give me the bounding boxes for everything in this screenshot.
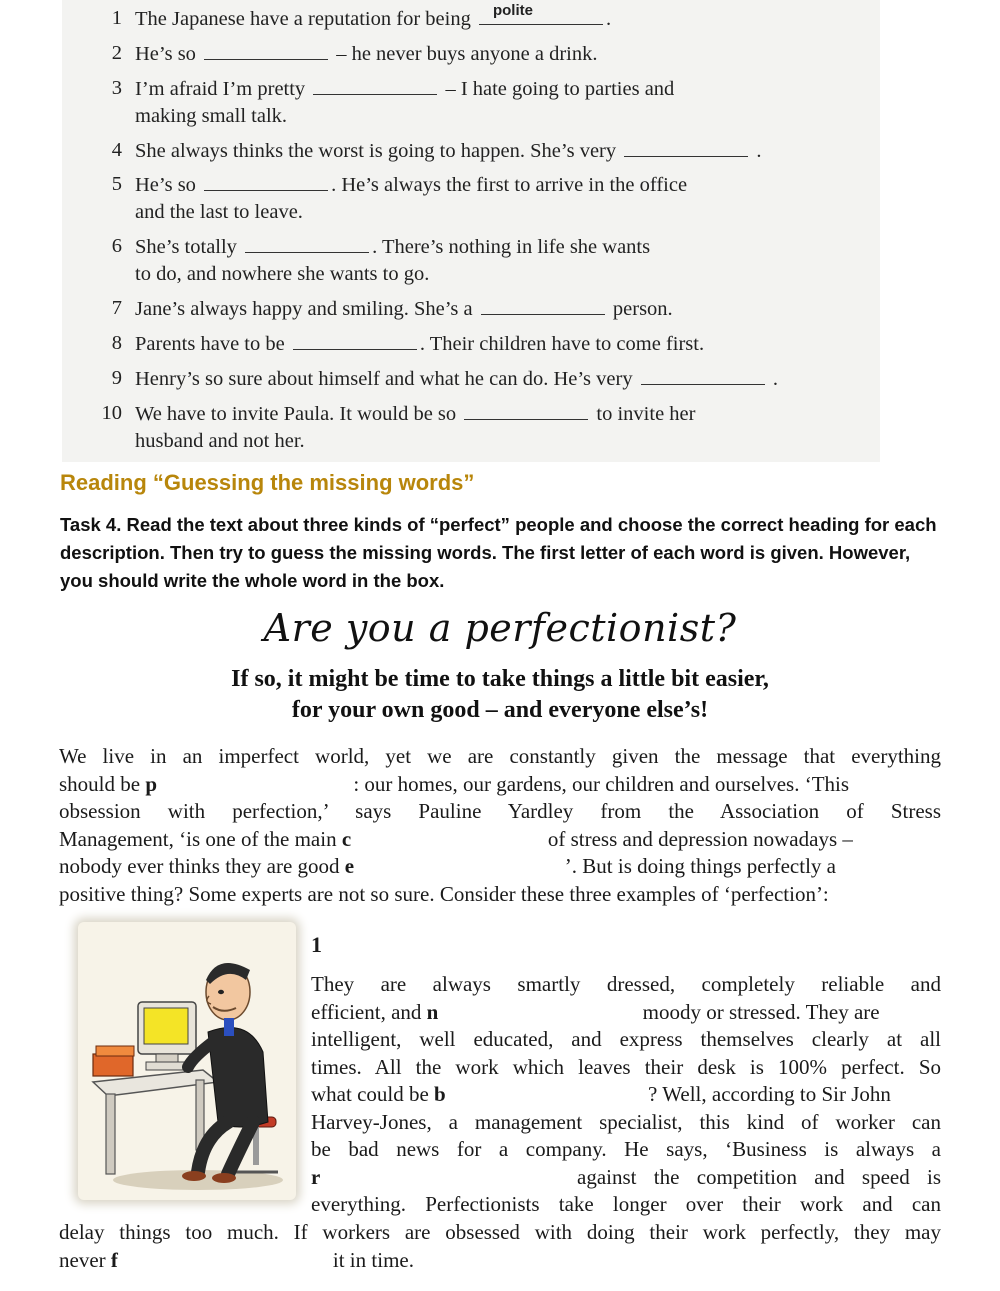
cartoon-man-at-computer-icon	[78, 922, 296, 1200]
answer-blank[interactable]	[293, 330, 417, 350]
word-gap-p[interactable]: p	[145, 771, 158, 796]
word-gap-e[interactable]: e	[344, 854, 355, 878]
word-gap-f[interactable]: f	[110, 1247, 118, 1272]
word-gap-c[interactable]: c	[341, 826, 352, 851]
office-worker-illustration	[78, 922, 296, 1200]
text-line: r against the competition and speed is	[311, 1164, 941, 1192]
article-title: Are you a perfectionist?	[263, 606, 737, 650]
answer-blank[interactable]	[479, 2, 603, 25]
word-gap-n[interactable]: n	[426, 999, 439, 1024]
text-line: should be p : our homes, our gardens, our children and ourselves. ‘This	[59, 771, 941, 799]
task-instructions: Task 4. Read the text about three kinds of “perfect” people and choose the correct heading for each description. Then try to guess the missing words. The first letter of each word is given. However, you should write the whole word in the box.	[60, 514, 937, 591]
article-subtitle: If so, it might be time to take things a little bit easier, for your own good – and everyone else’s!	[231, 666, 769, 723]
text-line: Management, ‘is one of the main c of stress and depression nowadays –	[59, 826, 941, 854]
answer-blank[interactable]	[204, 40, 328, 60]
answer-blank[interactable]	[624, 137, 748, 157]
answer-blank[interactable]	[313, 75, 437, 95]
section-number: 1	[311, 932, 322, 957]
text-line: what could be b ? Well, according to Sir John	[311, 1081, 941, 1109]
reading-title: Reading “Guessing the missing words”	[60, 470, 475, 495]
text-line: efficient, and n moody or stressed. They are	[311, 999, 941, 1027]
text-line: never f it in time.	[59, 1247, 941, 1275]
exercise-scan: 1 The Japanese have a reputation for being polite . 2 He’s so – he never buys anyone a drink. 3 I’m afraid I’m pretty – I hate going to parties and making small talk. 4 She always thinks the worst is going to happen. She’s very . 5 He’s so . He’s always the first to arrive in the office and the last to leave. 6 She’s totally . There’s nothing in life she wants to do, and nowhere she wants to go. 7 Jane’s always happy and smiling. She’s a person. 8 Parents have to be . Their children have to come first. 9 Henry’s so sure about himself and what he can do. He’s very . 10 We have to invite Paula. It would be so to invite her husband and not her.	[62, 0, 880, 462]
answer-text: polite	[492, 2, 533, 19]
section1-tail: delay things too much. If workers are obsessed with doing their work perfectly, they may never f it in time.	[59, 1219, 941, 1274]
answer-blank[interactable]	[245, 233, 369, 253]
word-gap-b[interactable]: b	[434, 1082, 446, 1106]
answer-blank[interactable]	[641, 365, 765, 385]
word-gap-r[interactable]: r	[311, 1164, 321, 1189]
intro-paragraph: We live in an imperfect world, yet we are constantly given the message that everything should be p : our homes, our gardens, our children and ourselves. ‘This obsession with perfection,’ says Pauline Yardley from the Association of Stress Management, ‘is one of the main c of stress and depression nowadays – nobody ever thinks they are good e ’. But is doing things perfectly a positive thing? Some experts are not so sure. Consider these three examples of ‘perfection’:	[59, 744, 941, 906]
answer-blank[interactable]	[464, 400, 588, 420]
section1-paragraph: They are always smartly dressed, completely reliable and efficient, and n moody or stressed. They are intelligent, well educated, and express themselves clearly at all times. All the work which leaves their desk is 100% perfect. So what could be b ? Well, according to Sir John Harvey-Jones, a management specialist, this kind of worker can be bad news for a company. He says, ‘Business is always a r against the competition and speed is everything. Perfectionists take longer over their work and can	[311, 972, 941, 1216]
text-line: nobody ever thinks they are good e ’. But is doing things perfectly a	[59, 853, 941, 881]
answer-blank[interactable]	[481, 295, 605, 315]
answer-blank[interactable]	[204, 171, 328, 191]
